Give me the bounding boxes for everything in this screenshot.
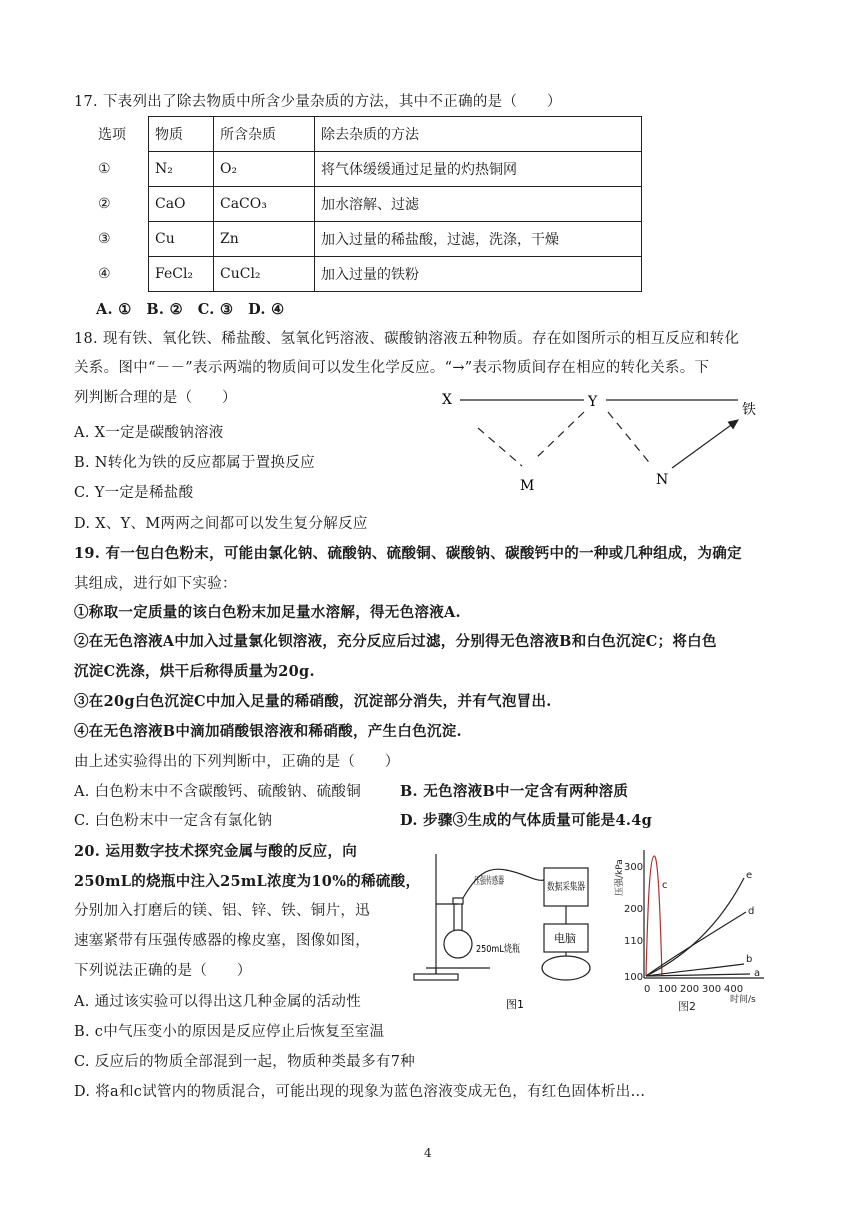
y-tick: 100 (624, 972, 644, 983)
collector-label: 数据采集器 (547, 882, 597, 893)
cell-impurity: CuCl₂ (214, 257, 315, 292)
q18-stem-2: 关系。图中“－－”表示两端的物质间可以发生化学反应。“→”表示物质间存在相应的转化关系。下 (74, 360, 710, 376)
curve-label-c: c (662, 880, 668, 891)
cell-method: 加入过量的稀盐酸，过滤，洗涤，干燥 (315, 222, 642, 257)
q17-table (92, 116, 642, 292)
cell-impurity: O₂ (214, 152, 315, 187)
curve-label-b: b (746, 954, 753, 965)
flask-shape (444, 930, 472, 958)
x-tick: 400 (724, 984, 744, 995)
q18-stem-1: 18. 现有铁、氧化铁、稀盐酸、氢氧化钙溶液、碳酸钠溶液五种物质。存在如图所示的相互反应和转化 (74, 331, 740, 347)
q19-stem-1: 19. 有一包白色粉末，可能由氯化钠、硫酸钠、硫酸铜、碳酸钠、碳酸钙中的一种或几种组成，为确定 (74, 545, 742, 562)
q20-option-b: B. c中气压变小的原因是反应停止后恢复至室温 (74, 1024, 385, 1040)
sensor-label: 压强传感器 (474, 876, 524, 887)
q19-stem-2: 其组成，进行如下实验： (74, 576, 237, 592)
q20-stem-4: 速塞紧带有压强传感器的橡皮塞，图像如图， (74, 933, 370, 949)
q19-step-3: ③在20g白色沉淀C中加入足量的稀硝酸，沉淀部分消失，并有气泡冒出. (74, 693, 552, 710)
figure-2-caption: 图2 (678, 1000, 696, 1013)
table-header-row (92, 117, 642, 152)
x-tick: 100 (658, 984, 678, 995)
q18-option-b: B. N转化为铁的反应都属于置换反应 (74, 455, 315, 471)
node-x: X (442, 392, 452, 408)
y-tick: 110 (624, 936, 644, 947)
q18-option-d: D. X、Y、M两两之间都可以发生复分解反应 (74, 516, 368, 532)
cell-substance: Cu (149, 222, 214, 257)
table-row (92, 222, 642, 257)
q19-step-2b: 沉淀C洗涤，烘干后称得质量为20g. (74, 663, 315, 680)
page-number: 4 (424, 1146, 432, 1160)
figure-1-caption: 图1 (506, 998, 524, 1011)
curve-label-a: a (754, 968, 761, 979)
node-iron: 铁 (742, 402, 756, 418)
cell-option: ④ (98, 266, 111, 282)
y-axis-label: 压强/kPa (615, 859, 625, 896)
flask-label: 250mL烧瓶 (476, 944, 531, 955)
curve-label-d: d (748, 906, 755, 917)
table-row (92, 152, 642, 187)
q19-step-2a: ②在无色溶液A中加入过量氯化钡溶液，充分反应后过滤，分别得无色溶液B和白色沉淀C；将白色 (74, 633, 717, 650)
cell-method: 加入过量的铁粉 (315, 257, 642, 292)
node-y: Y (588, 394, 598, 410)
q18-option-c: C. Y一定是稀盐酸 (74, 485, 194, 501)
curve-c (646, 856, 662, 976)
header-method: 除去杂质的方法 (315, 117, 642, 152)
q19-option-d: D. 步骤③生成的气体质量可能是4.4g (400, 812, 653, 829)
q18-relation-diagram (438, 390, 798, 502)
q19-option-a: A. 白色粉末中不含碳酸钙、硫酸钠、硫酸铜 (74, 784, 361, 800)
y-tick: 200 (624, 904, 644, 915)
cell-impurity: Zn (214, 222, 315, 257)
q19-step-1: ①称取一定质量的该白色粉末加足量水溶解，得无色溶液A. (74, 604, 461, 621)
x-tick: 0 (644, 984, 651, 995)
q20-pressure-chart (614, 836, 774, 1016)
cell-substance: FeCl₂ (149, 257, 214, 292)
y-tick: 300 (624, 862, 644, 873)
cell-option: ② (98, 196, 111, 212)
cell-method: 加水溶解、过滤 (315, 187, 642, 222)
stand-base (414, 974, 458, 980)
table-row (92, 187, 642, 222)
computer-label: 电脑 (554, 932, 576, 945)
x-tick: 300 (702, 984, 722, 995)
q19-option-b: B. 无色溶液B中一定含有两种溶质 (400, 783, 629, 800)
q18-option-a: A. X一定是碳酸钠溶液 (74, 425, 224, 441)
q20-stem-1: 20. 运用数字技术探究金属与酸的反应，向 (74, 843, 358, 860)
cell-substance: N₂ (149, 152, 214, 187)
q20-option-c: C. 反应后的物质全部混到一起，物质种类最多有7种 (74, 1054, 416, 1070)
curve-label-e: e (746, 870, 753, 881)
q20-stem-3: 分别加入打磨后的镁、铝、锌、铁、铜片，迅 (74, 903, 370, 919)
cell-option: ③ (98, 231, 111, 247)
q19-step-4: ④在无色溶液B中滴加硝酸银溶液和稀硝酸，产生白色沉淀. (74, 723, 462, 740)
q20-option-a: A. 通过该实验可以得出这几种金属的活动性 (74, 994, 361, 1010)
q18-stem-3: 列判断合理的是（ ） (74, 390, 237, 406)
node-n: N (656, 472, 669, 488)
q17-stem: 17. 下表列出了除去物质中所含少量杂质的方法，其中不正确的是（ ） (74, 94, 562, 110)
x-tick: 200 (680, 984, 700, 995)
node-m: M (520, 478, 535, 494)
header-impurity: 所含杂质 (214, 117, 315, 152)
q19-ask: 由上述实验得出的下列判断中，正确的是（ ） (74, 754, 400, 770)
q20-stem-2: 250mL的烧瓶中注入25mL浓度为10%的稀硫酸， (74, 873, 421, 890)
table-row (92, 257, 642, 292)
cell-method: 将气体缓缓通过足量的灼热铜网 (315, 152, 642, 187)
cell-impurity: CaCO₃ (214, 187, 315, 222)
header-substance: 物质 (149, 117, 214, 152)
q20-option-d: D. 将a和c试管内的物质混合，可能出现的现象为蓝色溶液变成无色，有红色固体析出... (74, 1084, 646, 1100)
q17-choices: A. ① B. ② C. ③ D. ④ (96, 301, 285, 318)
q20-stem-5: 下列说法正确的是（ ） (74, 963, 252, 979)
q19-option-c: C. 白色粉末中一定含有氯化钠 (74, 813, 273, 829)
header-option: 选项 (98, 127, 126, 143)
cell-option: ① (98, 161, 111, 177)
q20-apparatus-figure (406, 846, 616, 1016)
x-axis-label: 时间/s (730, 995, 756, 1005)
cell-substance: CaO (149, 187, 214, 222)
